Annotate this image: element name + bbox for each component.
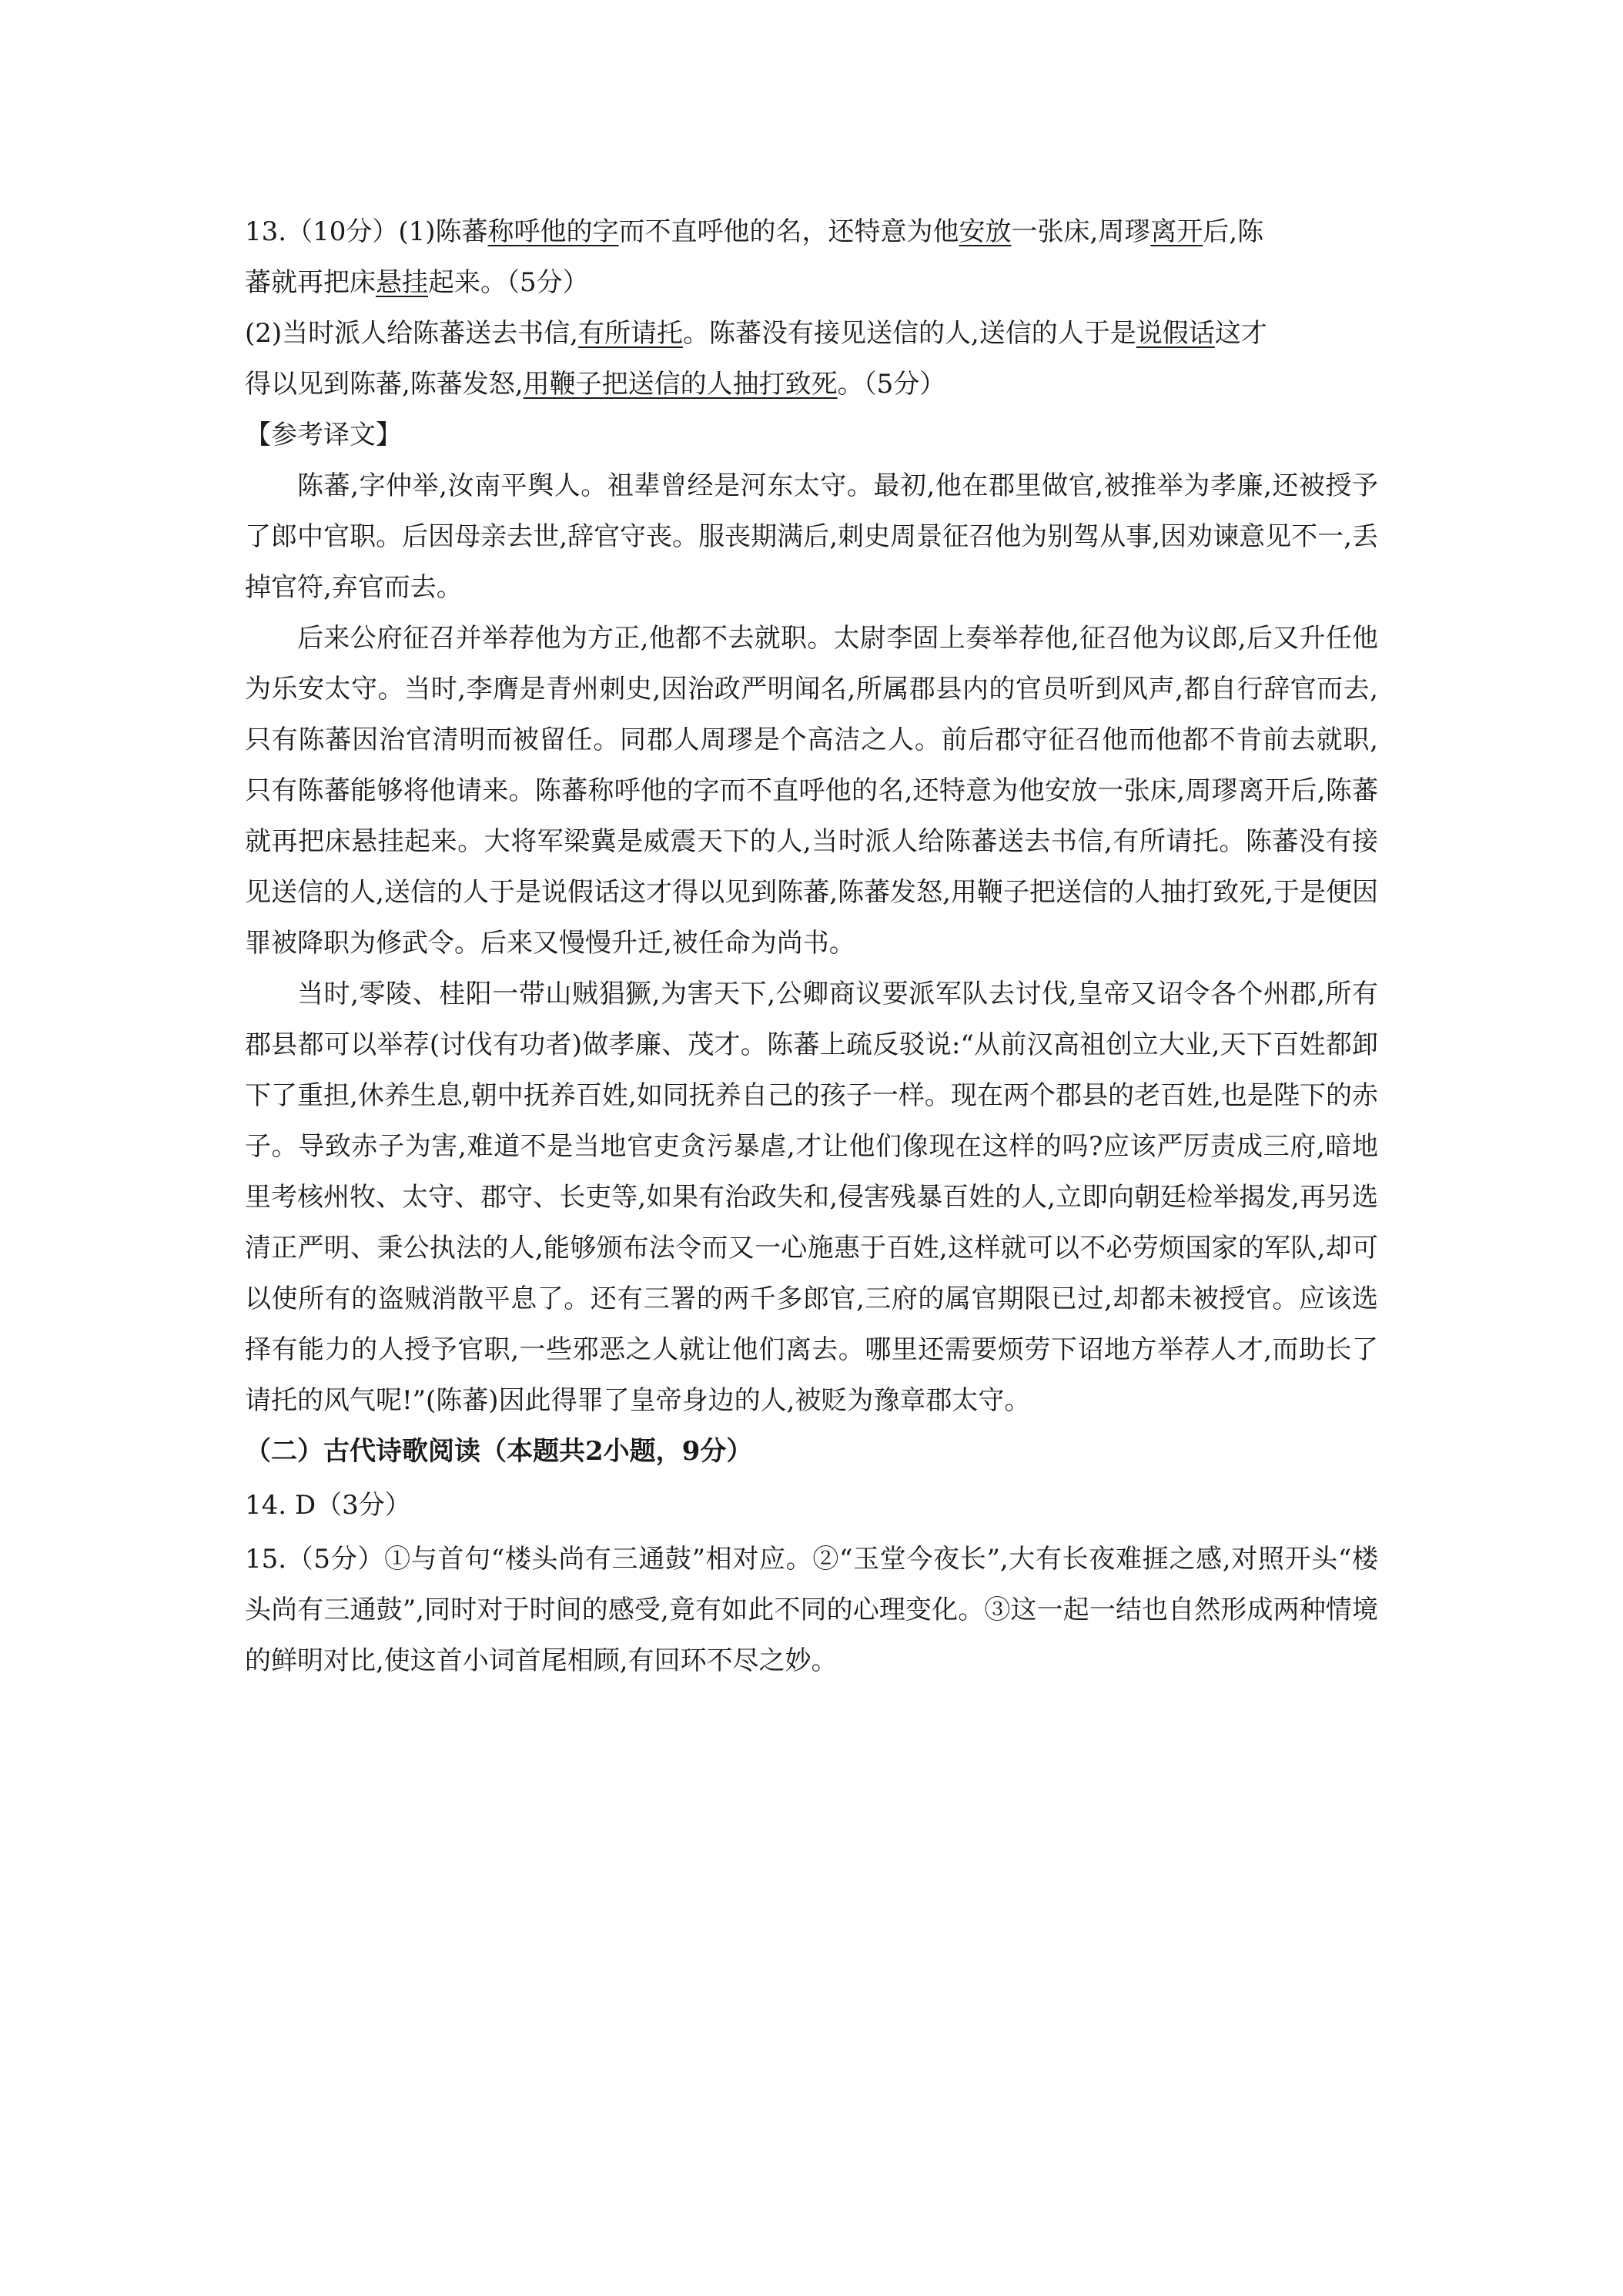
q13-text: 。陈蕃没有接见送信的人,送信的人于是 [682, 318, 1136, 349]
q13-text: 13.（10分）(1)陈蕃 [245, 216, 488, 247]
underlined-answer: 说假话 [1136, 318, 1215, 349]
underlined-answer: 称呼他的字 [487, 216, 619, 247]
translation-paragraph-3: 当时,零陵、桂阳一带山贼猖獗,为害天下,公卿商议要派军队去讨伐,皇帝又诏令各个州郡,所有郡县都可以举荐(讨伐有功者)做孝廉、茂才。陈蕃上疏反驳说:“从前汉高祖创立大业,天下百姓都卸下了重担,休养生息,朝中抚养百姓,如同抚养自己的孩子一样。现在两个郡县的老百姓,也是陛下的赤子。导致赤子为害,难道不是当地官吏贪污暴虐,才让他们像现在这样的吗?应该严厉责成三府,暗地里考核州牧、太守、郡守、长吏等,如果有治政失和,侵害残暴百姓的人,立即向朝廷检举揭发,再另选清正严明、秉公执法的人,能够颁布法令而又一心施惠于百姓,这样就可以不必劳烦国家的军队,却可以使所有的盗贼消散平息了。还有三署的两千多郎官,三府的属官期限已过,却都未被授官。应该选择有能力的人授予官职,一些邪恶之人就让他们离去。哪里还需要烦劳下诏地方举荐人才,而助长了请托的风气呢!”(陈蕃)因此得罪了皇帝身边的人,被贬为豫章郡太守。 [245, 979, 1378, 1416]
underlined-answer: 用鞭子把送信的人抽打致死 [523, 369, 838, 400]
underlined-answer: 有所请托 [577, 318, 683, 349]
underlined-answer: 离开 [1150, 216, 1203, 247]
q13-text: 后,陈 [1203, 216, 1264, 247]
section-heading: （二）古代诗歌阅读（本题共2小题，9分） [245, 1436, 753, 1467]
q13-part1 [245, 206, 1378, 308]
translation-heading: 【参考译文】 [245, 420, 402, 450]
underlined-answer: 安放 [959, 216, 1012, 247]
q13-text: 得以见到陈蕃,陈蕃发怒, [245, 369, 524, 400]
underlined-answer: 悬挂 [376, 267, 428, 298]
q13-part1-line2 [245, 257, 1378, 308]
q13-part2 [245, 308, 1378, 410]
q13-text: 。（5分） [837, 369, 946, 400]
q13-text: 起来。（5分） [428, 267, 589, 298]
q15-answer: 15.（5分）①与首句“楼头尚有三通鼓”相对应。②“玉堂今夜长”,大有长夜难捱之感,对照开头“楼头尚有三通鼓”,同时对于时间的感受,竟有如此不同的心理变化。③这一起一结也自然形成两种情境的鲜明对比,使这首小词首尾相顾,有回环不尽之妙。 [245, 1544, 1378, 1676]
q13-part1-line1 [245, 206, 1378, 257]
translation-paragraph-2: 后来公府征召并举荐他为方正,他都不去就职。太尉李固上奏举荐他,征召他为议郎,后又升任他为乐安太守。当时,李膺是青州刺史,因治政严明闻名,所属郡县内的官员听到风声,都自行辞官而去,只有陈蕃因治官清明而被留任。同郡人周璆是个高洁之人。前后郡守征召他而他都不肯前去就职,只有陈蕃能够将他请来。陈蕃称呼他的字而不直呼他的名,还特意为他安放一张床,周璆离开后,陈蕃就再把床悬挂起来。大将军梁冀是威震天下的人,当时派人给陈蕃送去书信,有所请托。陈蕃没有接见送信的人,送信的人于是说假话这才得以见到陈蕃,陈蕃发怒,用鞭子把送信的人抽打致死,于是便因罪被降职为修武令。后来又慢慢升迁,被任命为尚书。 [245, 623, 1378, 959]
q13-text: 蕃就再把床 [245, 267, 376, 298]
q14-answer: 14. D（3分） [245, 1490, 411, 1521]
q13-text: (2)当时派人给陈蕃送去书信, [245, 318, 578, 349]
q13-part2-line1 [245, 308, 1378, 359]
q13-text: 而不直呼他的名，还特意为他 [618, 216, 959, 247]
q13-part2-line2 [245, 359, 1378, 410]
q13-text: 这才 [1214, 318, 1267, 349]
q13-text: 一张床,周璆 [1011, 216, 1151, 247]
answer-page [245, 206, 1378, 1686]
translation-paragraph-1: 陈蕃,字仲举,汝南平舆人。祖辈曾经是河东太守。最初,他在郡里做官,被推举为孝廉,还被授予了郎中官职。后因母亲去世,辞官守丧。服丧期满后,刺史周景征召他为别驾从事,因劝谏意见不一,丢掉官符,弃官而去。 [245, 470, 1378, 603]
